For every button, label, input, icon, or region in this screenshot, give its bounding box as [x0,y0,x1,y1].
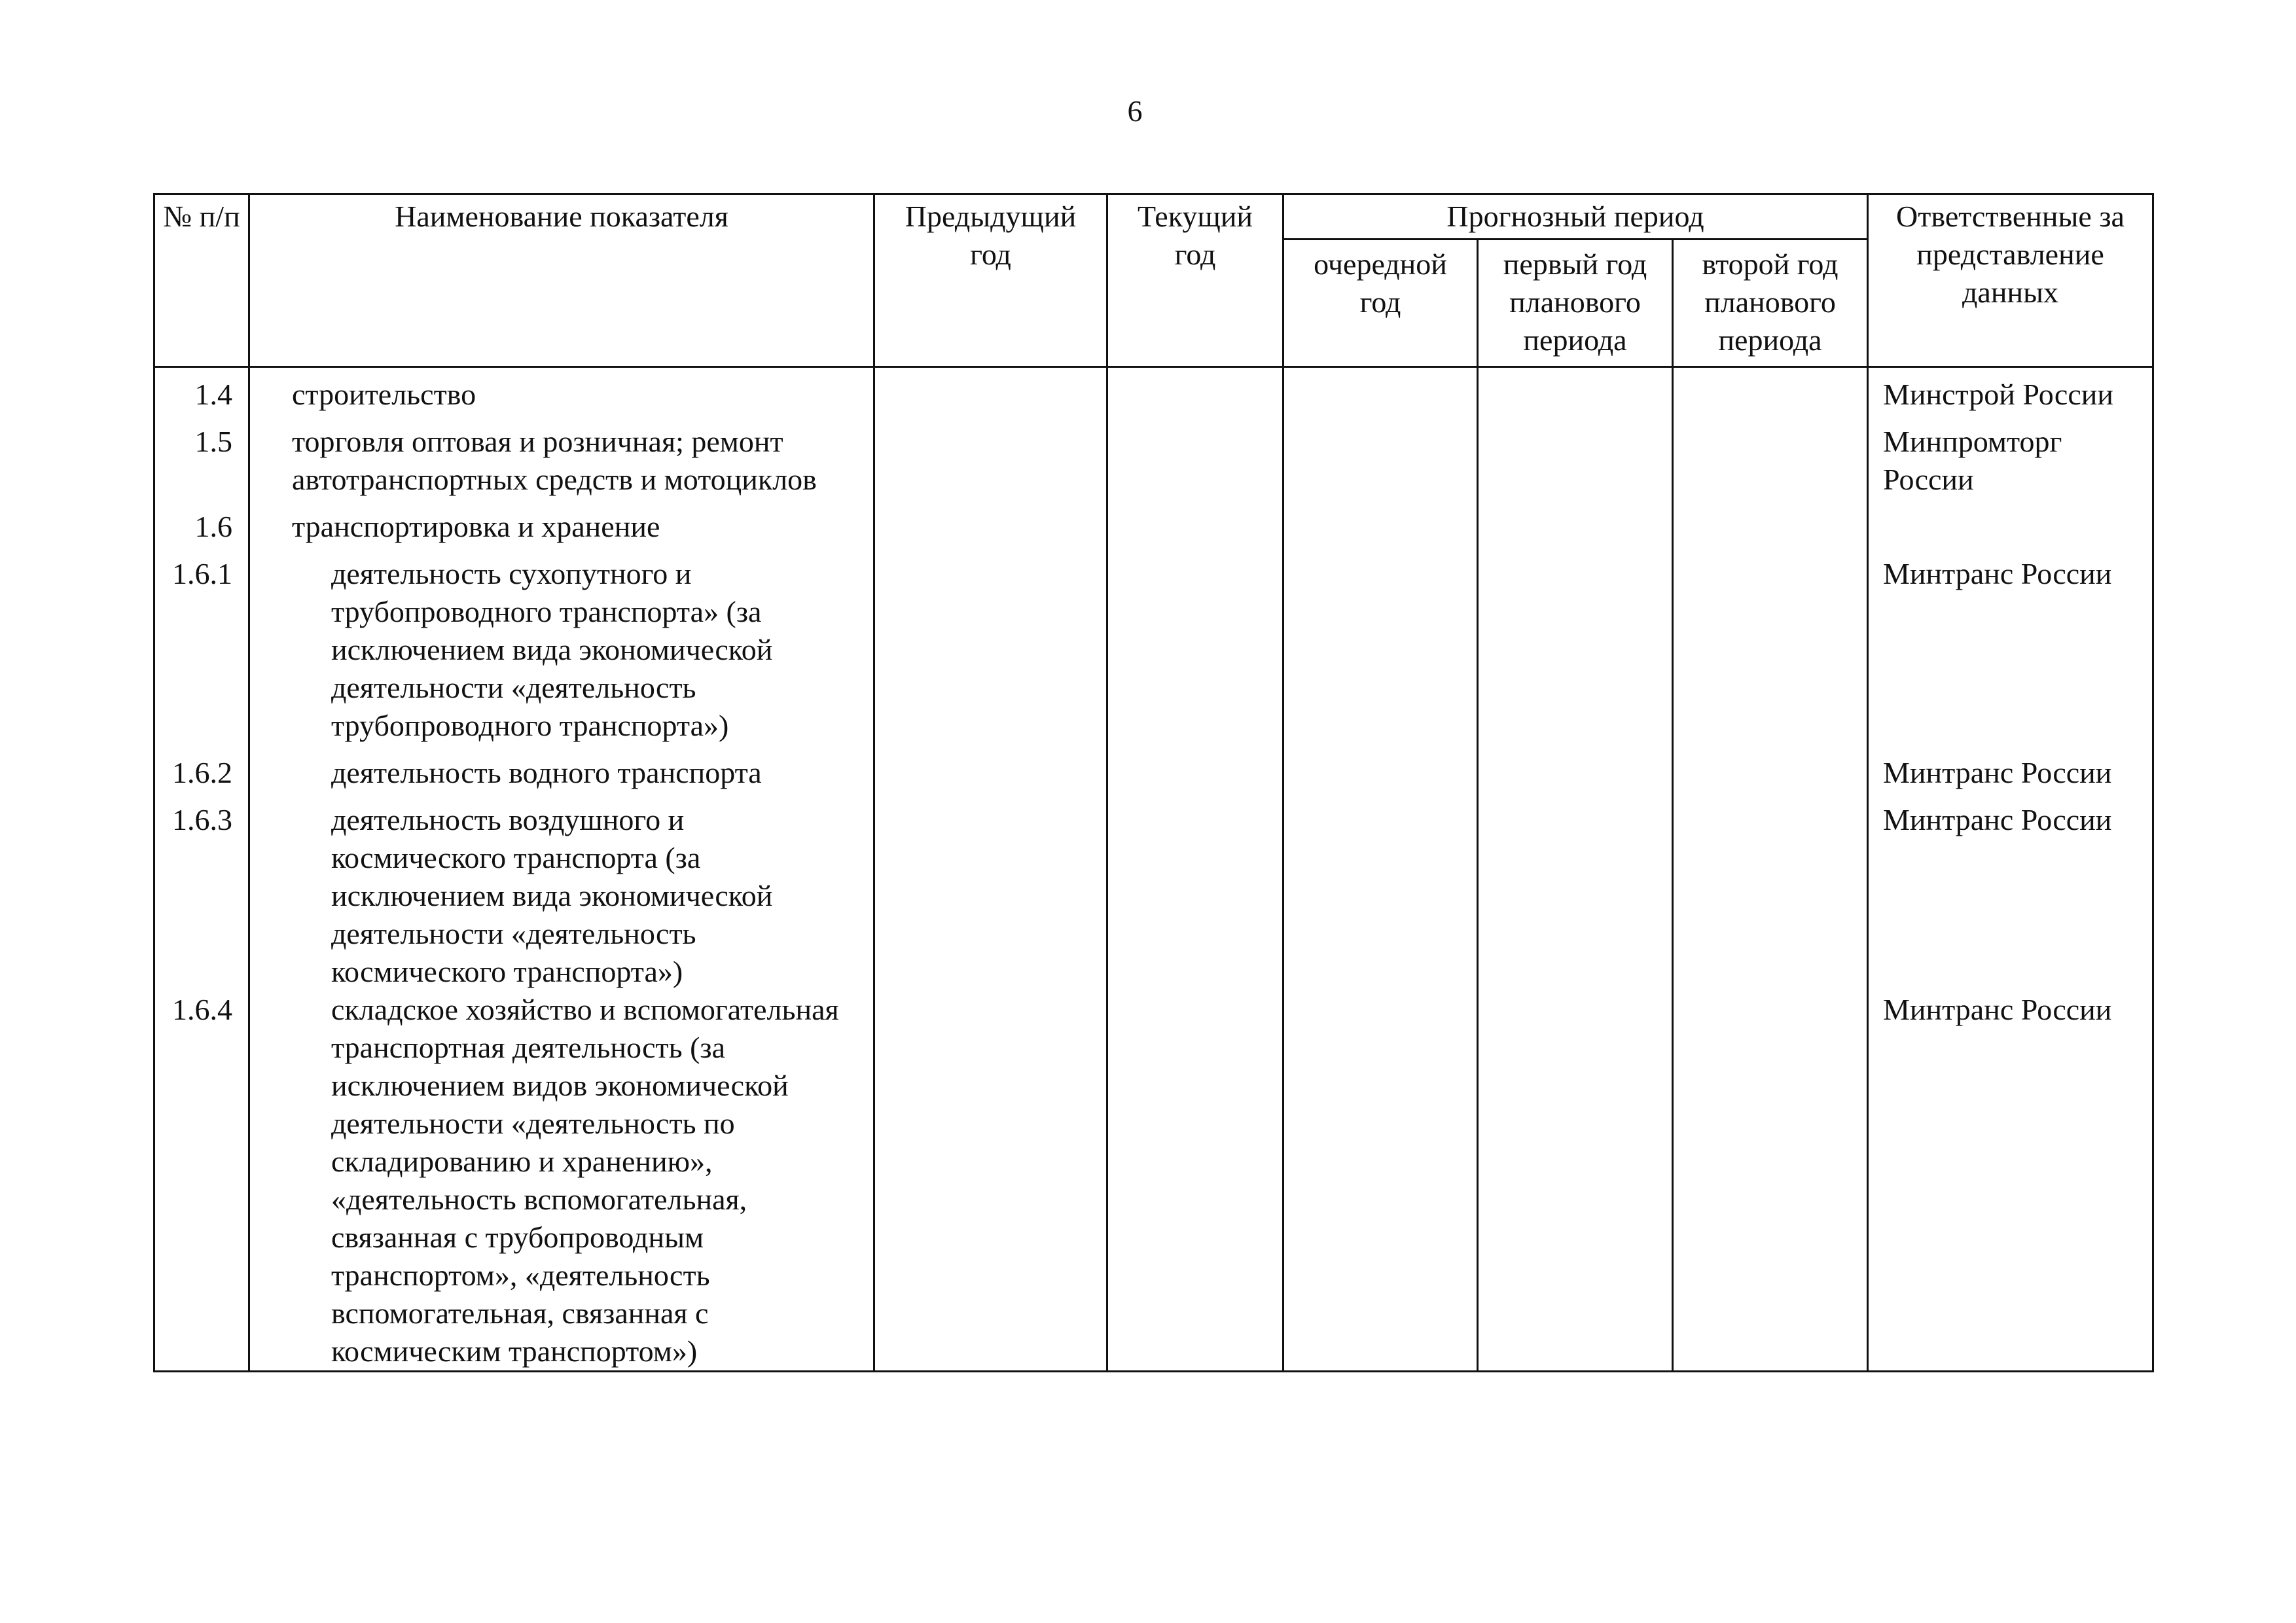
row-num: 1.6.3 [154,801,249,991]
row-name: строительство [249,367,874,414]
cell-second-plan-year [1673,555,1868,745]
cell-previous-year [874,555,1107,745]
row-name: деятельность воздушного и космического транспорта (за исключением вида экономической деятельности «деятельность космического транспорта») [249,801,874,991]
cell-current-year [1107,508,1283,546]
table-row [154,508,2153,546]
cell-previous-year [874,991,1107,1372]
cell-current-year [1107,991,1283,1372]
cell-second-plan-year [1673,423,1868,499]
row-num: 1.4 [154,367,249,414]
table-row [154,754,2153,792]
cell-second-plan-year [1673,754,1868,792]
indicators-table [153,193,2154,1372]
cell-previous-year [874,367,1107,414]
row-responsible: Минтранс России [1868,801,2153,991]
row-spacer [154,546,2153,555]
row-name: торговля оптовая и розничная; ремонт автотранспортных средств и мотоциклов [249,423,874,499]
page-number: 6 [1127,94,1143,128]
cell-next-year [1283,508,1478,546]
table-row [154,423,2153,499]
cell-next-year [1283,367,1478,414]
cell-first-plan-year [1478,423,1673,499]
cell-second-plan-year [1673,991,1868,1372]
table-header [154,194,2153,367]
cell-previous-year [874,423,1107,499]
row-spacer [154,745,2153,754]
cell-first-plan-year [1478,508,1673,546]
row-num: 1.6.4 [154,991,249,1372]
table-row [154,555,2153,745]
cell-previous-year [874,801,1107,991]
cell-current-year [1107,754,1283,792]
cell-first-plan-year [1478,991,1673,1372]
cell-second-plan-year [1673,508,1868,546]
row-responsible [1868,508,2153,546]
cell-current-year [1107,555,1283,745]
header-next-year: очередной год [1283,240,1478,367]
cell-current-year [1107,423,1283,499]
cell-current-year [1107,367,1283,414]
row-spacer [154,499,2153,508]
row-spacer [154,414,2153,423]
table-row [154,991,2153,1372]
table-body [154,367,2153,1372]
row-spacer [154,792,2153,801]
cell-second-plan-year [1673,801,1868,991]
cell-first-plan-year [1478,367,1673,414]
cell-first-plan-year [1478,801,1673,991]
header-second-plan-year: второй год планового периода [1673,240,1868,367]
table-row [154,367,2153,414]
row-responsible: Минтранс России [1868,754,2153,792]
cell-second-plan-year [1673,367,1868,414]
row-responsible: Минпромторг России [1868,423,2153,499]
header-first-plan-year: первый год планового периода [1478,240,1673,367]
row-responsible: Минтранс России [1868,555,2153,745]
cell-current-year [1107,801,1283,991]
cell-next-year [1283,801,1478,991]
cell-previous-year [874,754,1107,792]
row-responsible: Минтранс России [1868,991,2153,1372]
header-forecast-period: Прогнозный период [1283,194,1868,240]
cell-next-year [1283,754,1478,792]
table-row [154,801,2153,991]
cell-previous-year [874,508,1107,546]
header-previous-year: Предыдущий год [874,194,1107,367]
header-num: № п/п [154,194,249,367]
header-current-year: Текущий год [1107,194,1283,367]
header-name: Наименование показателя [249,194,874,367]
row-name: транспортировка и хранение [249,508,874,546]
row-name: складское хозяйство и вспомогательная транспортная деятельность (за исключением видов экономической деятельности «деятельность по складированию и хранению», «деятельность вспомогательная, связанная с трубопроводным транспортом», «деятельность вспомогательная, связанная с космическим транспортом») [249,991,874,1372]
cell-next-year [1283,555,1478,745]
cell-first-plan-year [1478,754,1673,792]
row-name: деятельность сухопутного и трубопроводного транспорта» (за исключением вида экономической деятельности «деятельность трубопроводного транспорта») [249,555,874,745]
row-name: деятельность водного транспорта [249,754,874,792]
cell-next-year [1283,423,1478,499]
row-responsible: Минстрой России [1868,367,2153,414]
row-num: 1.6.1 [154,555,249,745]
cell-next-year [1283,991,1478,1372]
header-responsible: Ответственные за представление данных [1868,194,2153,367]
cell-first-plan-year [1478,555,1673,745]
row-num: 1.6.2 [154,754,249,792]
row-num: 1.6 [154,508,249,546]
row-num: 1.5 [154,423,249,499]
